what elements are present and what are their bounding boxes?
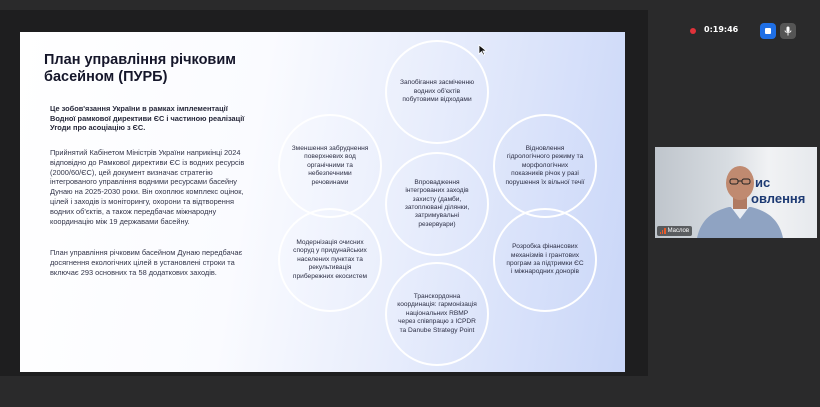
slide-title: План управління річковим басейном (ПУРБ) (44, 52, 236, 85)
slide-lead-text: Це зобов'язання України в рамках імплементації Водної рамкової директиви ЄС і частиною реалізації Угоди про асоціацію з ЄС. (50, 104, 245, 132)
diagram-circle (278, 208, 382, 312)
participant-name-label (657, 226, 692, 236)
circle-label: Розробка фінансових механізмів і грантових програм за підтримки ЄС і міжнародних донорів (506, 243, 584, 276)
diagram-circle (385, 152, 489, 256)
measures-circle-diagram (275, 32, 625, 372)
circle-label: Модернізація очисних споруд у придунайських населених пунктах та рекультивація прибережних екосистем (292, 238, 368, 280)
stop-recording-button[interactable] (760, 23, 776, 39)
diagram-circle (493, 208, 597, 312)
recording-toolbar (682, 20, 798, 42)
presentation-slide (20, 32, 625, 372)
slide-paragraph: Прийнятий Кабінетом Міністрів України наприкінці 2024 відповідно до Рамкової директиви ЄС із водних ресурсів (2000/60/ЄС), цей документ визначає стратегію інтегрованого управління водними ресурсами басейну Дунаю на 2025-2030 роки. Він охоплює комплекс оцінок, цілей і заходів із моніторингу, охорони та відтворення водних об'єктів, а також передбачає міжнародну координацію між 19 державами басейну. (50, 148, 245, 226)
diagram-circle (493, 114, 597, 218)
stop-square-icon (765, 28, 771, 34)
background-sign-line: овлення (751, 191, 806, 206)
recording-timer: 0:19:46 (704, 25, 739, 34)
slide-paragraph: План управління річковим басейном Дунаю передбачає досягнення екологічних цілей в установлені строки та включає 293 основних та 58 додаткових заходів. (50, 248, 243, 277)
microphone-icon (784, 26, 792, 36)
diagram-circle (278, 114, 382, 218)
circle-label: Транскордонна координація: гармонізація національних RBMP через співпрацю з ICPDR та Danube Strategy Point (397, 292, 477, 334)
diagram-circle (385, 262, 489, 366)
mouse-pointer-icon (478, 44, 488, 56)
circle-label: Запобігання засміченню водних об'єктів побутовими відходами (399, 79, 475, 104)
circle-label: Зменшення забруднення поверхневих вод органічними та небезпечними речовинами (291, 144, 369, 186)
record-dot-icon (690, 28, 696, 34)
background-sign-line: ис (755, 175, 771, 190)
microphone-button[interactable] (780, 23, 796, 39)
circle-label: Відновлення гідрологічного режиму та морфологічних показників річок у разі порушення їх вільної течії (505, 144, 585, 186)
circle-label: Впровадження інтегрованих заходів захисту (дамби, затоплювані ділянки, затримувальні резервуари) (404, 178, 470, 228)
signal-bars-icon (660, 228, 666, 234)
diagram-circle (385, 40, 489, 144)
participant-video-tile[interactable] (655, 147, 817, 238)
participant-name: Маслов (667, 228, 690, 234)
shared-screen-stage (0, 10, 648, 376)
participant-figure (695, 153, 785, 238)
